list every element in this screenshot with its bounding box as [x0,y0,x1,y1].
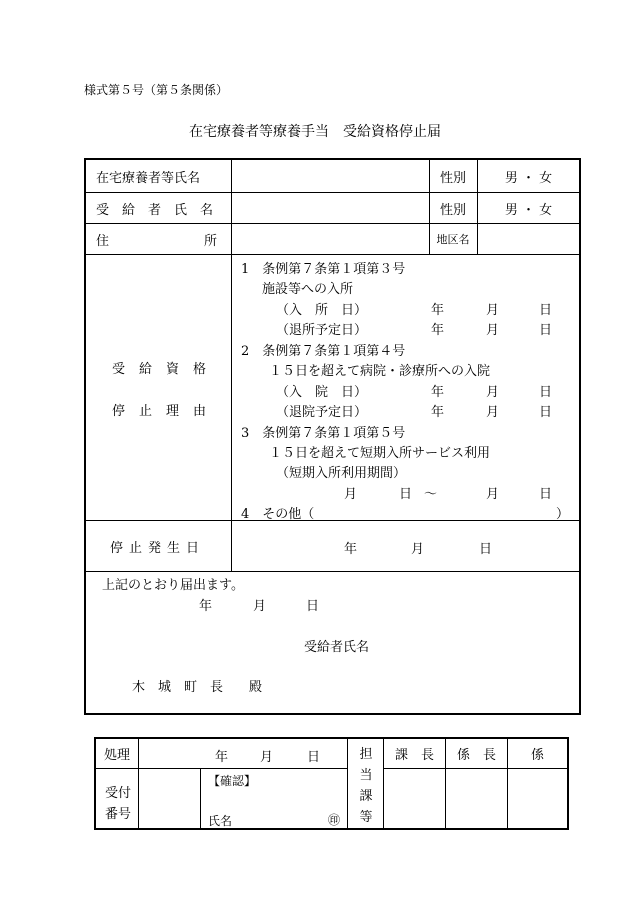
gender-options-1[interactable]: 男 ・ 女 [504,170,553,186]
recipient-name-field[interactable] [232,193,428,223]
subsection-chief-label: 係 長 [456,748,496,763]
section-chief-label: 課 長 [394,748,434,763]
year-label: 年 [431,303,445,318]
reason-4-title[interactable]: 4 その他（ [241,507,315,522]
reason-2-sub: １５日を超えて病院・診療所への入院 [269,364,491,379]
district-label: 地区名 [436,233,470,246]
day-label: 日 [307,750,321,765]
day-label: 日 [539,405,553,420]
confirm-label: 【確認】 [208,774,257,788]
applicant-name-label: 受給者氏名 [304,640,370,655]
month-label: 月 [253,599,267,614]
reason-1-title[interactable]: 1 条例第７条第１項第３号 [241,262,406,277]
name-label: 氏名 [208,814,233,828]
reason-2-title[interactable]: 2 条例第７条第１項第４号 [241,344,406,359]
gender-label-1: 性別 [439,170,466,186]
month-label: 月 [486,303,500,318]
recipient-name-label: 受給者氏名 [96,202,227,218]
declaration-text: 上記のとおり届出ます。 [102,578,244,593]
month-label: 月 [486,323,500,338]
day-label: 日 [539,487,553,502]
reason-1-sub: 施設等への入所 [262,282,354,297]
tilde-label: ～ [424,487,438,502]
gender-label-2: 性別 [439,202,466,218]
day-label: 日 [539,303,553,318]
reason-label-line2: 停止理由 [112,404,221,419]
receipt-label-1: 受付 [105,786,132,801]
district-field[interactable] [478,224,579,254]
patient-name-label: 在宅療養者等氏名 [96,170,201,186]
staff-label: 担当課等 [359,747,373,825]
day-label: 日 [479,542,493,557]
clerk-label: 係 [530,748,544,763]
month-label: 月 [486,385,500,400]
processing-label: 処理 [103,748,130,763]
reason-4-close: ） [556,507,570,522]
day-label: 日 [399,487,413,502]
year-label: 年 [344,542,358,557]
addressee: 木 城 町 長 殿 [132,680,263,695]
patient-name-field[interactable] [232,160,428,192]
year-label: 年 [215,750,229,765]
main-form [84,158,581,715]
reason-3-title[interactable]: 3 条例第７条第１項第５号 [241,426,406,441]
month-label: 月 [486,405,500,420]
seal-icon: ㊞ [328,813,341,827]
day-label: 日 [539,323,553,338]
address-field[interactable] [232,224,428,254]
year-label: 年 [199,599,213,614]
month-label: 月 [260,750,274,765]
reason-3-sub: １５日を超えて短期入所サービス利用 [269,446,491,461]
reason-2-date1-label: （入 院 日） [276,385,368,400]
reason-1-date1-label: （入 所 日） [276,303,368,318]
month-label: 月 [344,487,358,502]
reason-label-line1: 受給資格 [112,362,221,377]
year-label: 年 [431,323,445,338]
day-label: 日 [539,385,553,400]
gender-options-2[interactable]: 男 ・ 女 [504,202,553,218]
receipt-label-2: 番号 [105,807,132,822]
day-label: 日 [306,599,320,614]
month-label: 月 [486,487,500,502]
year-label: 年 [431,405,445,420]
reason-2-date2-label: （退院予定日） [276,405,368,420]
month-label: 月 [411,542,425,557]
year-label: 年 [431,385,445,400]
form-number: 様式第５号（第５条関係） [84,83,229,97]
office-use-table [94,737,569,830]
stop-date-label: 停止発生日 [110,540,206,556]
reason-3-period-label: （短期入所利用期間） [276,466,407,481]
address-label: 住所 [96,233,313,249]
reason-1-date2-label: （退所予定日） [276,323,368,338]
page-title: 在宅療養者等療養手当 受給資格停止届 [189,124,441,140]
